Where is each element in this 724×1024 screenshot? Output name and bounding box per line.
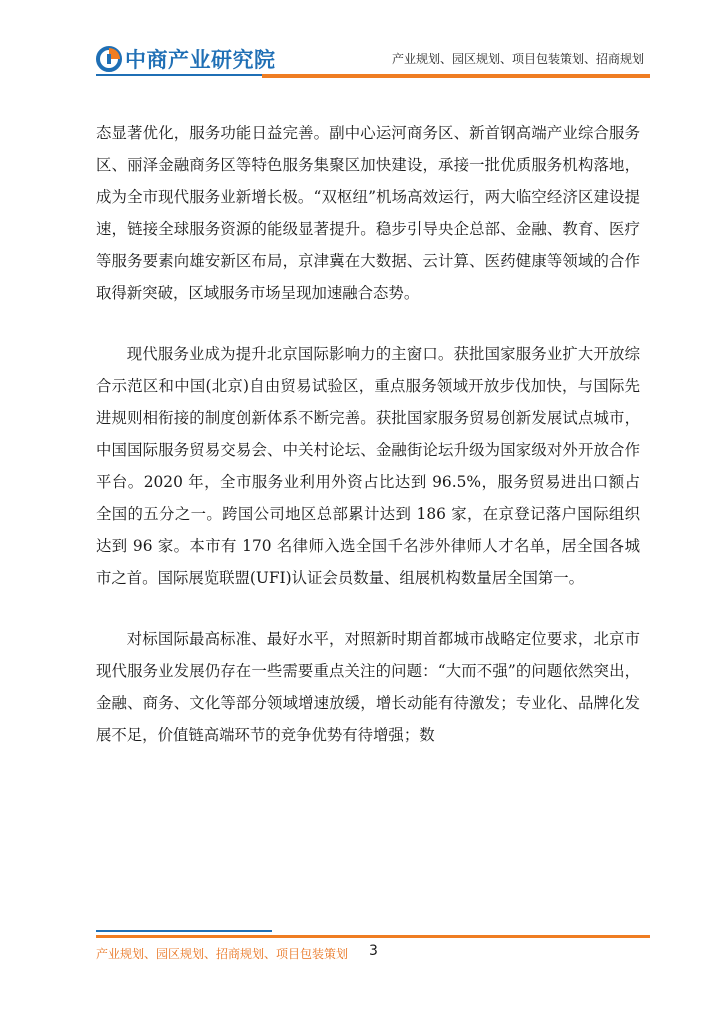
logo-mark-icon xyxy=(96,46,122,72)
footer-rule-blue xyxy=(96,930,272,932)
company-logo xyxy=(96,44,276,74)
document-body xyxy=(96,117,640,780)
page-footer xyxy=(0,930,724,990)
logo-text: 中商产业研究院 xyxy=(125,48,276,72)
page-header xyxy=(0,0,724,90)
page-number: 3 xyxy=(369,943,378,959)
paragraph-1: 态显著优化，服务功能日益完善。副中心运河商务区、新首钢高端产业综合服务区、丽泽金融商务区等特色服务集聚区加快建设，承接一批优质服务机构落地，成为全市现代服务业新增长极。“双枢纽”机场高效运行，两大临空经济区建设提速，链接全球服务资源的能级显著提升。稳步引导央企总部、金融、教育、医疗等服务要素向雄安新区布局，京津冀在大数据、云计算、医药健康等领域的合作取得新突破，区域服务市场呈现加速融合态势。 xyxy=(96,124,640,302)
footer-tagline: 产业规划、园区规划、招商规划、项目包装策划 xyxy=(96,947,349,961)
paragraph-3: 对标国际最高标准、最好水平，对照新时期首都城市战略定位要求，北京市现代服务业发展仍存在一些需要重点关注的问题：“大而不强”的问题依然突出，金融、商务、文化等部分领域增速放缓，增长动能有待激发；专业化、品牌化发展不足，价值链高端环节的竞争优势有待增强；数 xyxy=(96,630,640,744)
header-tagline: 产业规划、园区规划、项目包装策划、招商规划 xyxy=(391,52,644,66)
paragraph-2: 现代服务业成为提升北京国际影响力的主窗口。获批国家服务业扩大开放综合示范区和中国(北京)自由贸易试验区，重点服务领域开放步伐加快，与国际先进规则相衔接的制度创新体系不断完善。获批国家服务贸易创新发展试点城市，中国国际服务贸易交易会、中关村论坛、金融街论坛升级为国家级对外开放合作平台。2020 年，全市服务业利用外资占比达到 96.5%，服务贸易进出口额占全国的五分之一。跨国公司地区总部累计达到 186 家，在京登记落户国际组织达到 96 家。本市有 170 名律师入选全国千名涉外律师人才名单，居全国各城市之首。国际展览联盟(UFI)认证会员数量、组展机构数量居全国第一。 xyxy=(96,345,640,587)
footer-rule-orange xyxy=(96,935,650,938)
header-rule-blue xyxy=(96,74,264,76)
header-rule-orange xyxy=(262,74,650,78)
